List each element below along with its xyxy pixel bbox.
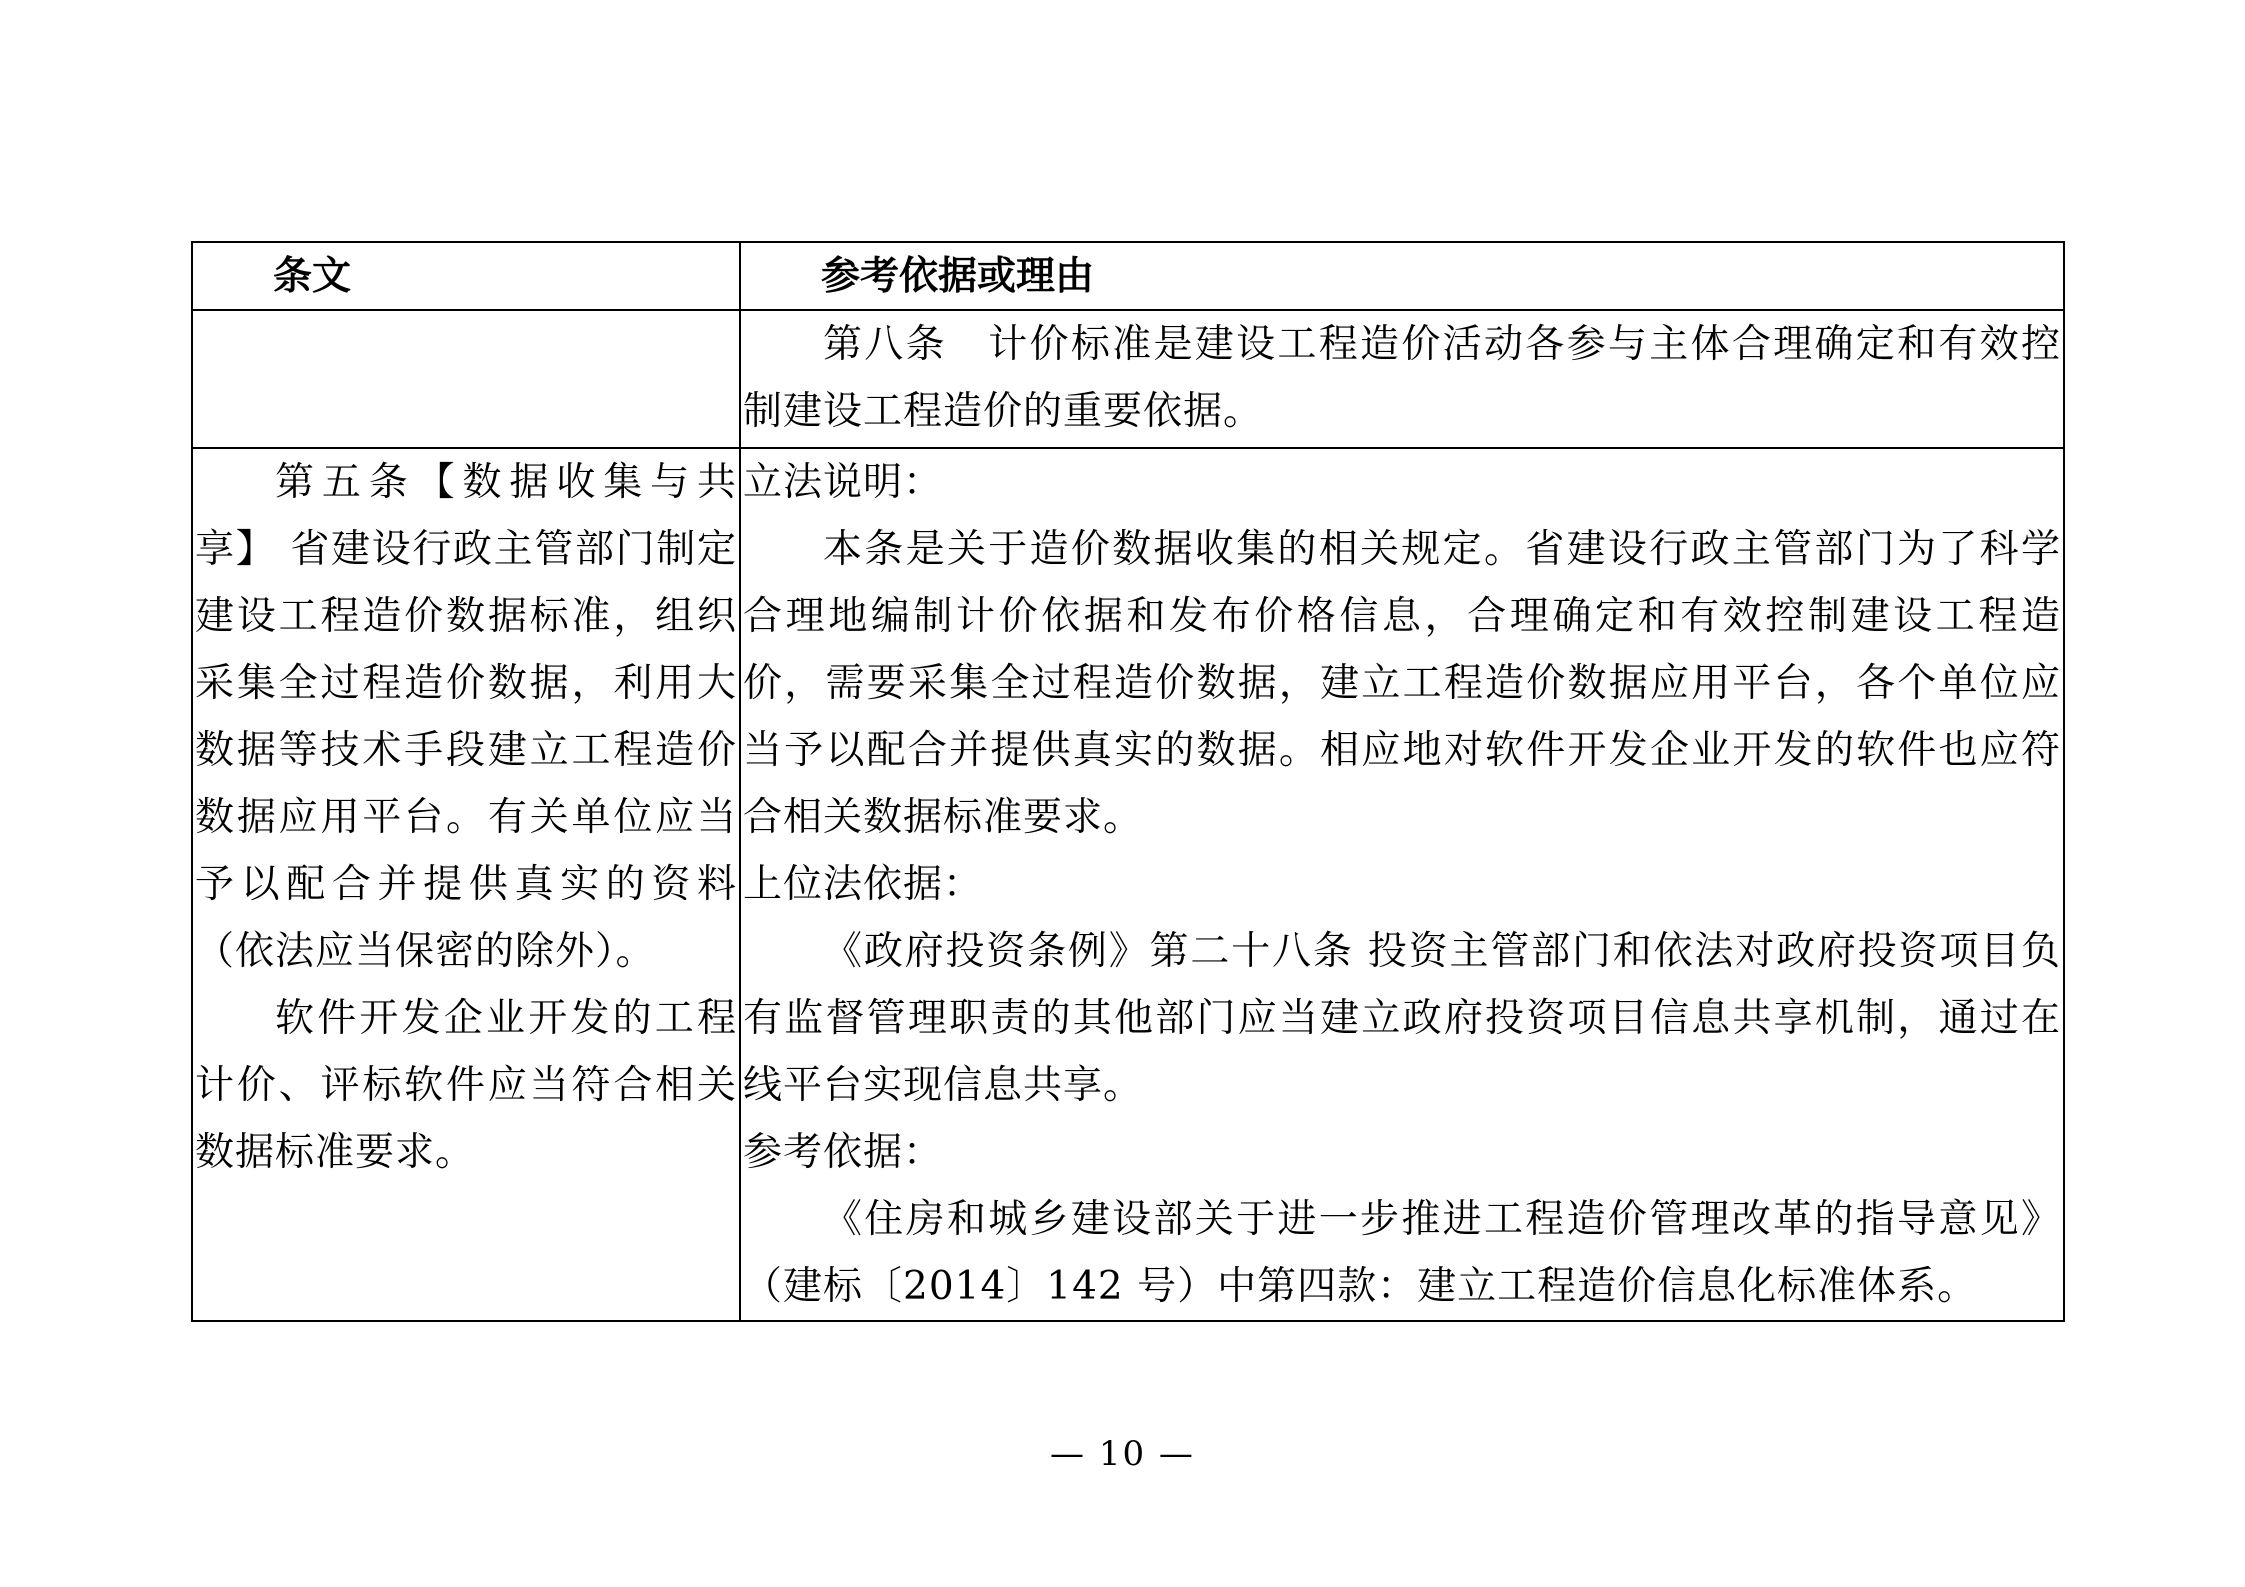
header-provision: 条文 — [192, 242, 740, 310]
row2-provision-cell — [192, 448, 740, 1321]
row1-basis-text: 第八条 计价标准是建设工程造价活动各参与主体合理确定和有效控制建设工程造价的重要依据。 — [743, 322, 2061, 434]
row1-basis-cell — [740, 310, 2064, 448]
page-number: — 10 — — [1050, 1434, 1195, 1474]
article5-text: 第五条【数据收集与共享】 省建设行政主管部门制定建设工程造价数据标准，组织采集全过程造价数据，利用大数据等技术手段建立工程造价数据应用平台。有关单位应当予以配合并提供真实的资料（依法应当保密的除外）。 — [195, 460, 737, 974]
table-row — [192, 448, 2064, 1321]
reference-heading: 参考依据： — [743, 1130, 944, 1175]
software-requirement-text: 软件开发企业开发的工程计价、评标软件应当符合相关数据标准要求。 — [195, 996, 737, 1175]
legislative-note-heading: 立法说明： — [743, 460, 944, 505]
legislative-note-text: 本条是关于造价数据收集的相关规定。省建设行政主管部门为了科学合理地编制计价依据和发布价格信息，合理确定和有效控制建设工程造价，需要采集全过程造价数据，建立工程造价数据应用平台，各个单位应当予以配合并提供真实的数据。相应地对软件开发企业开发的软件也应符合相关数据标准要求。 — [743, 527, 2061, 840]
row1-provision-cell — [192, 310, 740, 448]
table-header-row — [192, 242, 2064, 310]
superior-law-text: 《政府投资条例》第二十八条 投资主管部门和依法对政府投资项目负有监督管理职责的其他部门应当建立政府投资项目信息共享机制，通过在线平台实现信息共享。 — [743, 929, 2061, 1108]
header-basis: 参考依据或理由 — [740, 242, 2064, 310]
provision-table — [191, 241, 2065, 1322]
superior-law-heading: 上位法依据： — [743, 862, 984, 907]
row2-basis-cell — [740, 448, 2064, 1321]
table-row — [192, 310, 2064, 448]
reference-text: 《住房和城乡建设部关于进一步推进工程造价管理改革的指导意见》（建标〔2014〕142 号）中第四款：建立工程造价信息化标准体系。 — [743, 1197, 2061, 1309]
